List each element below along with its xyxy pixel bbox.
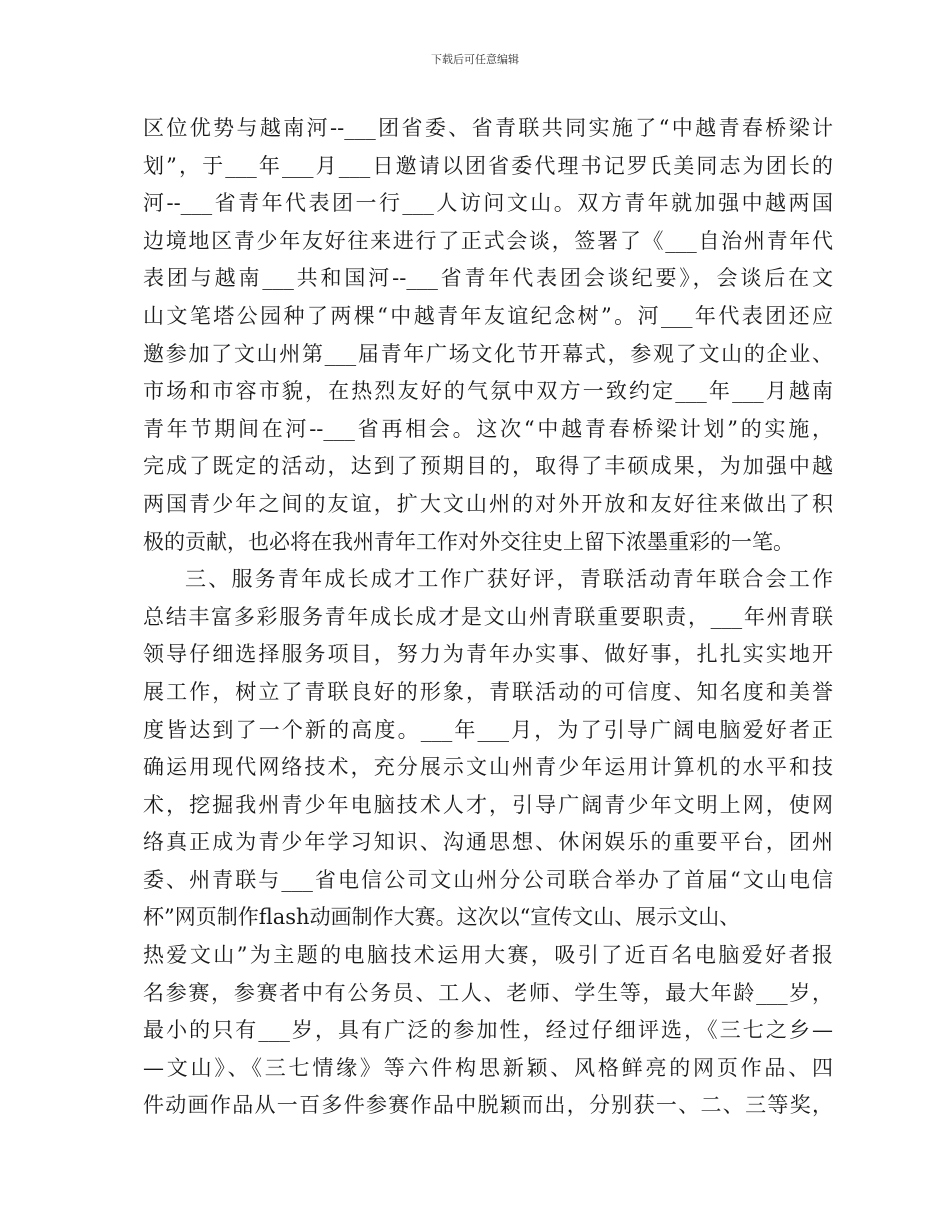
text-line: 市场和市容市貌，在热烈友好的气氛中双方一致约定___年___月越南 bbox=[143, 379, 833, 404]
text-line: 领导仔细选择服务项目，努力为青年办实事、做好事，扎扎实实地开 bbox=[143, 642, 833, 667]
text-line: 极的贡献，也必将在我州青年工作对外交往史上留下浓墨重彩的一笔。 bbox=[143, 529, 794, 554]
text-line: 完成了既定的活动，达到了预期目的，取得了丰硕成果，为加强中越 bbox=[143, 454, 833, 479]
text-line: 杯”网页制作flash动画制作大赛。这次以“宣传文山、展示文山、 bbox=[143, 905, 741, 930]
text-line: 两国青少年之间的友谊，扩大文山州的对外开放和友好往来做出了积 bbox=[143, 491, 833, 516]
text-line: —文山》、《三七情缘》等六件构思新颖、风格鲜亮的网页作品、四 bbox=[143, 1055, 833, 1080]
paragraph-start-line: 三、服务青年成长成才工作广获好评，青联活动青年联合会工作 bbox=[185, 567, 833, 592]
text-line: 件动画作品从一百多件参赛作品中脱颖而出，分别获一、二、三等奖， bbox=[143, 1093, 833, 1118]
document-body bbox=[143, 110, 833, 1125]
text-line: 名参赛，参赛者中有公务员、工人、老师、学生等，最大年龄___岁， bbox=[143, 980, 833, 1005]
text-line: 热爱文山”为主题的电脑技术运用大赛，吸引了近百名电脑爱好者报 bbox=[143, 943, 833, 968]
text-line: 术，挖掘我州青少年电脑技术人才，引导广阔青少年文明上网，使网 bbox=[143, 792, 833, 817]
text-line: 河--___省青年代表团一行___人访问文山。双方青年就加强中越两国 bbox=[143, 191, 833, 216]
text-line: 山文笔塔公园种了两棵“中越青年友谊纪念树”。河___年代表团还应 bbox=[143, 303, 833, 328]
text-line: 边境地区青少年友好往来进行了正式会谈，签署了《___自治州青年代 bbox=[143, 228, 833, 253]
text-line: 总结丰富多彩服务青年成长成才是文山州青联重要职责，___年州青联 bbox=[143, 604, 833, 629]
page-header: 下载后可任意编辑 bbox=[431, 53, 519, 66]
text-line: 区位优势与越南河--___团省委、省青联共同实施了“中越青春桥梁计 bbox=[143, 116, 833, 140]
text-line: 确运用现代网络技术，充分展示文山州青少年运用计算机的水平和技 bbox=[143, 755, 833, 780]
text-line: 络真正成为青少年学习知识、沟通思想、休闲娱乐的重要平台，团州 bbox=[143, 830, 833, 855]
text-line: 划”，于___年___月___日邀请以团省委代理书记罗氏美同志为团长的 bbox=[143, 153, 833, 178]
text-line: 展工作，树立了青联良好的形象，青联活动的可信度、知名度和美誉 bbox=[143, 679, 833, 704]
text-line: 委、州青联与___省电信公司文山州分公司联合举办了首届“文山电信 bbox=[143, 867, 833, 892]
text-line: 邀参加了文山州第___届青年广场文化节开幕式，参观了文山的企业、 bbox=[143, 341, 833, 366]
text-line: 表团与越南___共和国河--___省青年代表团会谈纪要》，会谈后在文 bbox=[143, 266, 833, 291]
text-line: 度皆达到了一个新的高度。___年___月，为了引导广阔电脑爱好者正 bbox=[143, 717, 833, 742]
text-line: 青年节期间在河--___省再相会。这次“中越青春桥梁计划”的实施， bbox=[143, 416, 833, 441]
text-line: 最小的只有___岁，具有广泛的参加性，经过仔细评选，《三七之乡— bbox=[143, 1018, 833, 1043]
